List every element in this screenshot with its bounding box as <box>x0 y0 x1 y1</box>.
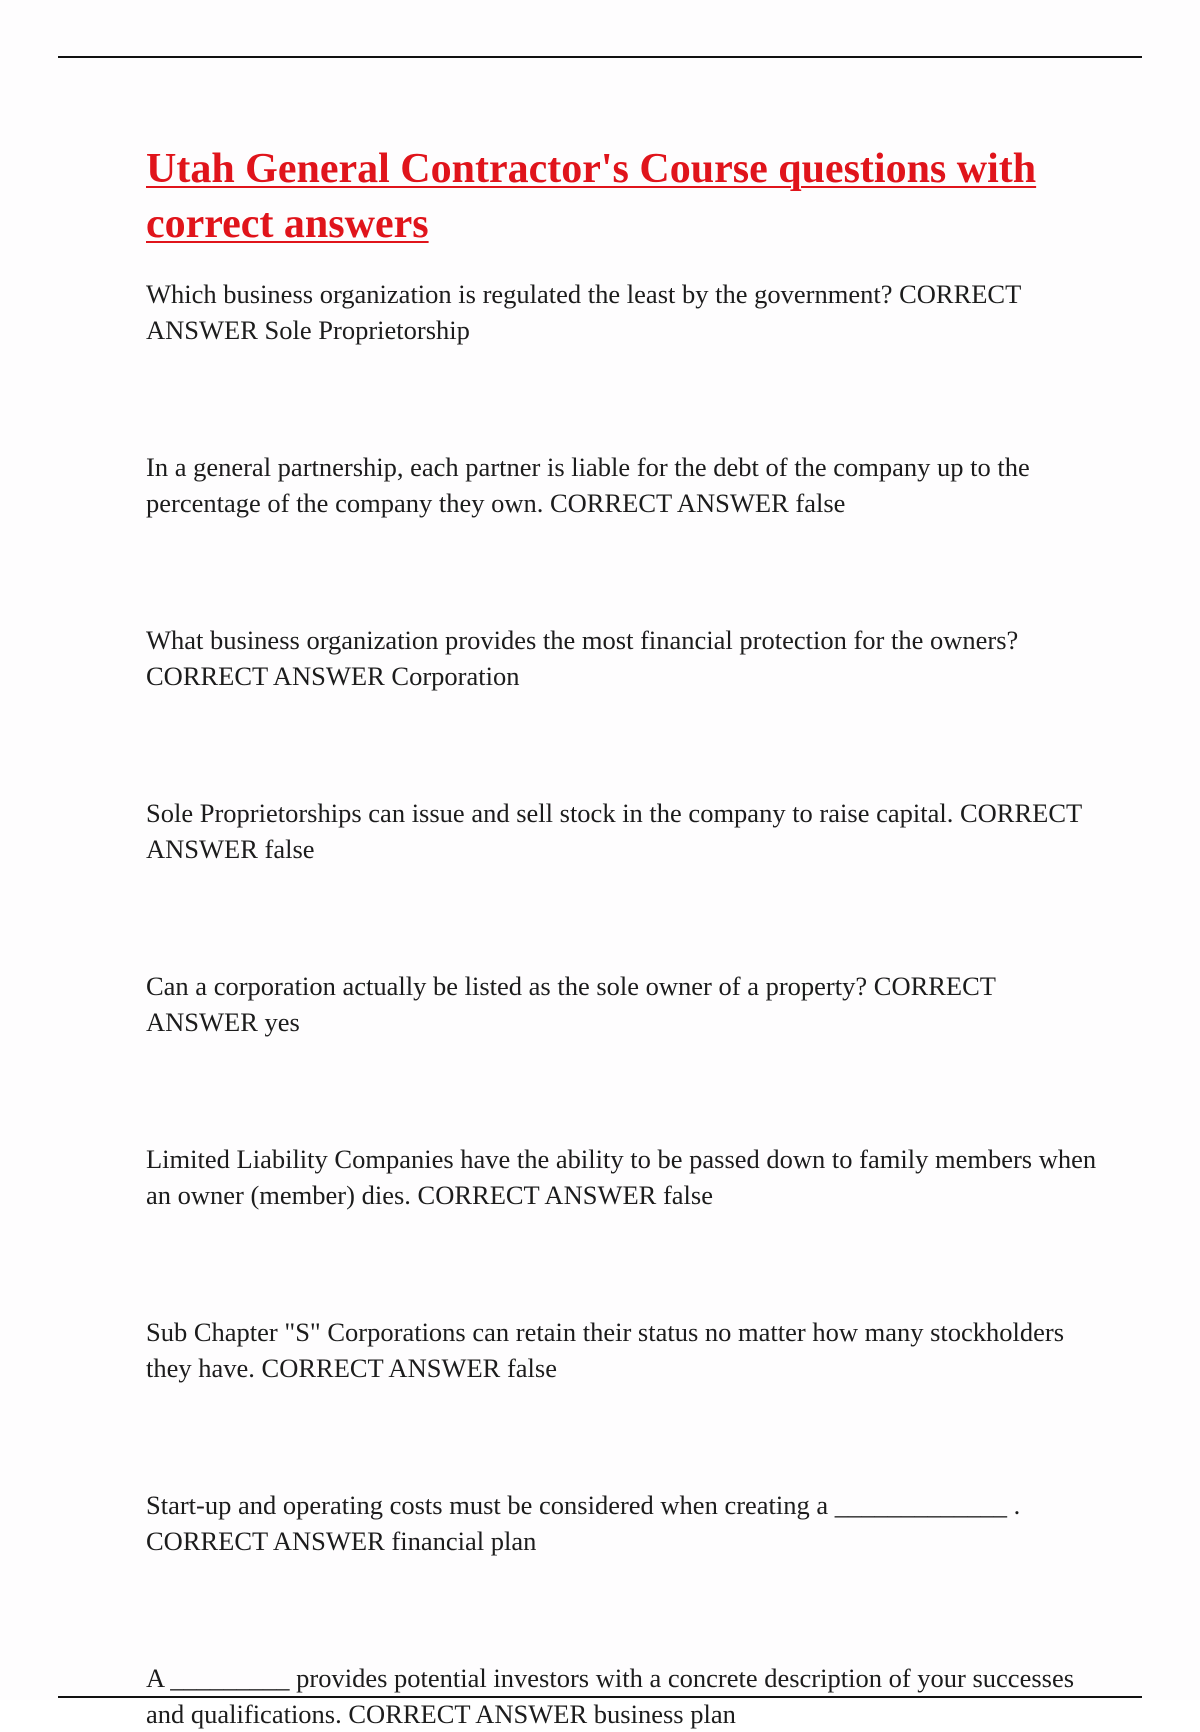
qa-item <box>146 1487 1106 1559</box>
answer-tag: CORRECT ANSWER <box>146 279 1021 345</box>
qa-item <box>146 622 1106 694</box>
answer-tag: CORRECT ANSWER <box>146 1526 385 1556</box>
qa-item <box>146 1314 1106 1386</box>
question-text: What business organization provides the most financial protection for the owners? <box>146 625 1019 655</box>
qa-item <box>146 276 1106 348</box>
answer-tag: CORRECT ANSWER <box>146 661 385 691</box>
question-text: Limited Liability Companies have the ability to be passed down to family members when an owner (member) dies. <box>146 1144 1097 1210</box>
qa-item <box>146 795 1106 867</box>
answer-tag: CORRECT ANSWER <box>146 971 996 1037</box>
answer-tag: CORRECT ANSWER <box>549 488 789 518</box>
document-content <box>146 142 1106 1732</box>
answer-tag: CORRECT ANSWER <box>146 798 1082 864</box>
qa-item <box>146 968 1106 1040</box>
qa-item <box>146 449 1106 521</box>
question-text: Which business organization is regulated the least by the government? <box>146 279 893 309</box>
document-title: Utah General Contractor's Course questions with correct answers <box>146 146 1037 247</box>
answer-tag: CORRECT ANSWER <box>261 1353 501 1383</box>
answer-text: false <box>264 834 315 864</box>
question-text: Can a corporation actually be listed as the sole owner of a property? <box>146 971 868 1001</box>
question-text: A _________ provides potential investors with a concrete description of your successes and qualifications. <box>146 1663 1075 1729</box>
answer-text: Corporation <box>391 661 520 691</box>
answer-text: financial plan <box>391 1526 537 1556</box>
question-text: Sub Chapter "S" Corporations can retain their status no matter how many stockholders they have. <box>146 1317 1065 1383</box>
answer-text: false <box>662 1180 713 1210</box>
answer-text: business plan <box>593 1699 736 1729</box>
question-text: Start-up and operating costs must be considered when creating a _____________ . <box>146 1490 1021 1520</box>
footer-rule <box>58 1696 1142 1698</box>
answer-text: false <box>506 1353 557 1383</box>
question-text: Sole Proprietorships can issue and sell stock in the company to raise capital. <box>146 798 954 828</box>
answer-tag: CORRECT ANSWER <box>417 1180 657 1210</box>
header-rule <box>58 56 1142 58</box>
answer-text: false <box>795 488 846 518</box>
qa-item <box>146 1141 1106 1213</box>
qa-list <box>146 276 1106 1732</box>
question-text: In a general partnership, each partner is liable for the debt of the company up to the percentage of the company they own. <box>146 452 1030 518</box>
answer-text: Sole Proprietorship <box>264 315 470 345</box>
answer-tag: CORRECT ANSWER <box>348 1699 588 1729</box>
answer-text: yes <box>264 1007 300 1037</box>
